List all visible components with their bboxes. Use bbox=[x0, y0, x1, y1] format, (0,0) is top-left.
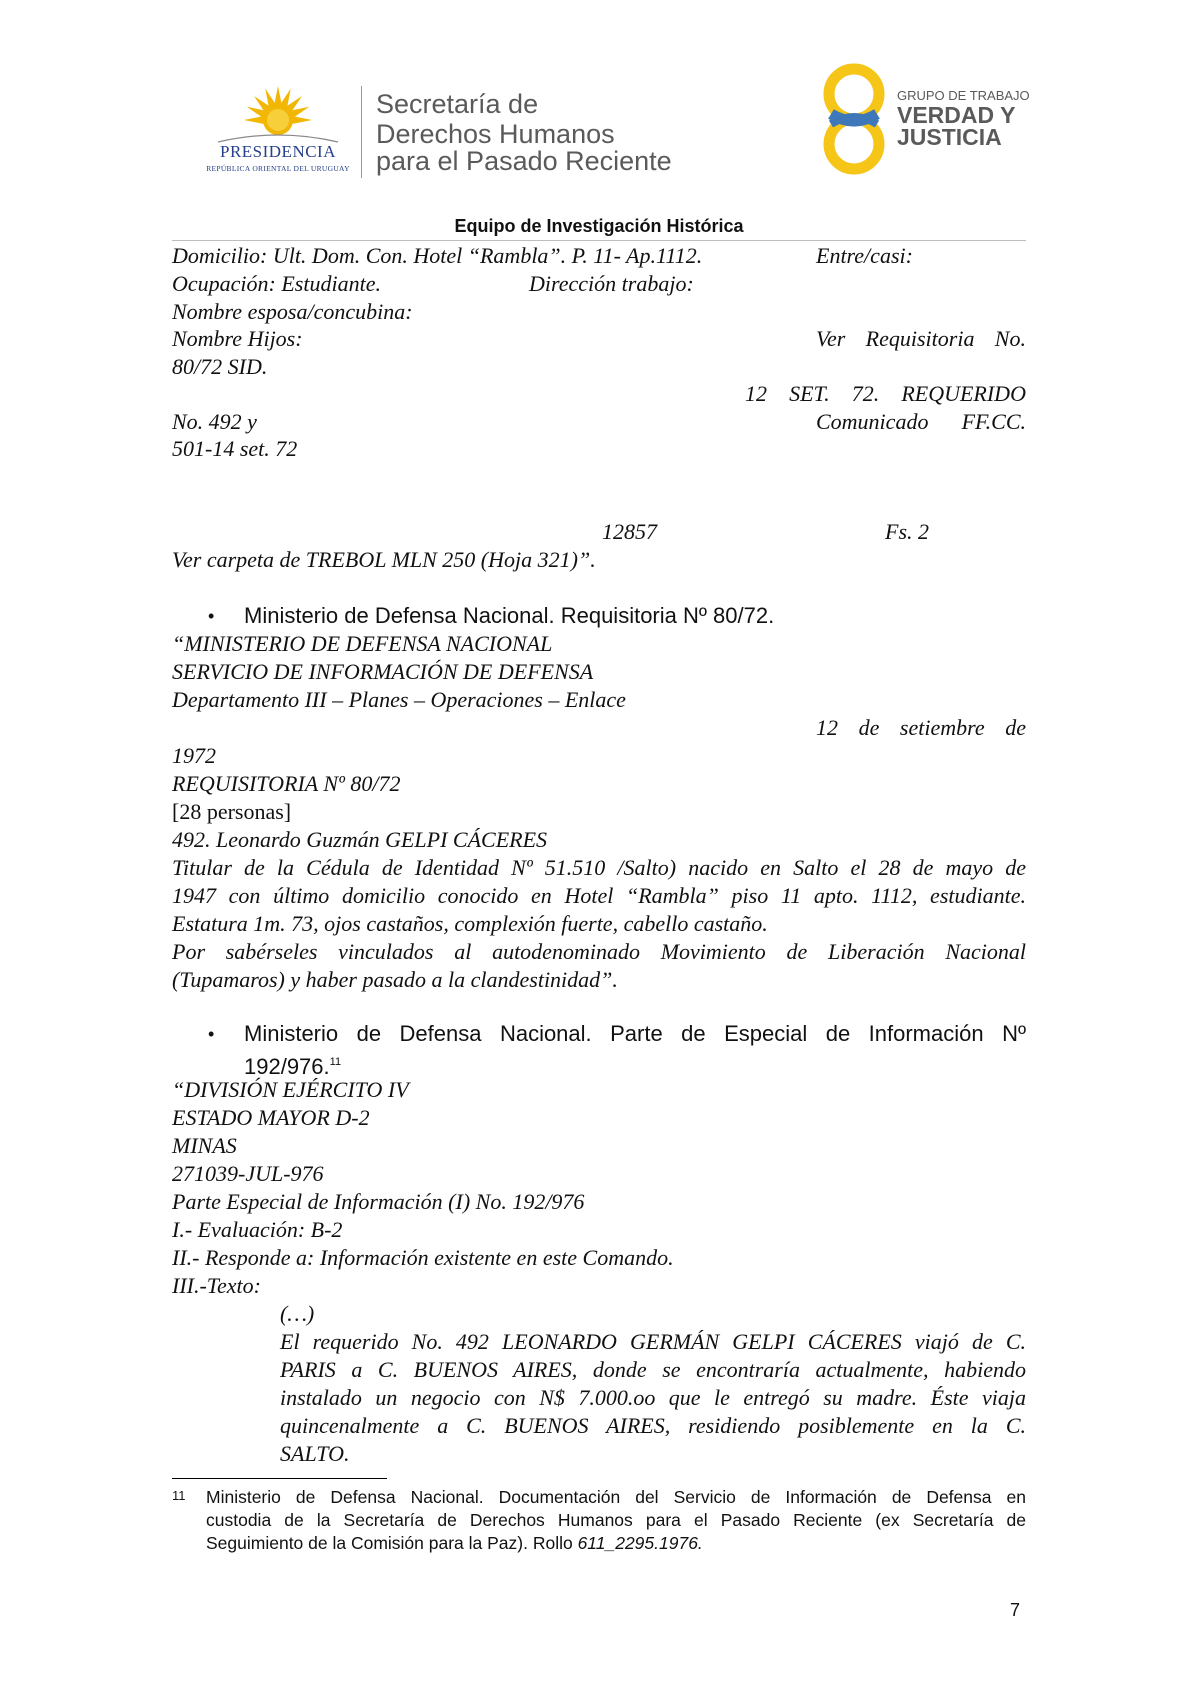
s1-date bbox=[816, 714, 1026, 742]
ver-carpeta: Ver carpeta de TREBOL MLN 250 (Hoja 321)”. bbox=[172, 547, 596, 572]
s1-line-1: “MINISTERIO DE DEFENSA NACIONAL bbox=[172, 631, 553, 656]
s1-paragraph-line-5: (Tupamaros) y haber pasado a la clandestinidad”. bbox=[172, 967, 618, 992]
s1-date-word-4: de bbox=[1005, 715, 1026, 740]
fecha-501: 501-14 set. 72 bbox=[172, 436, 298, 461]
comunicado-word-1: Comunicado bbox=[816, 409, 929, 434]
s1-nombre: 492. Leonardo Guzmán GELPI CÁCERES bbox=[172, 827, 548, 852]
s1-date-word-3: setiembre bbox=[899, 715, 985, 740]
secretaria-line-1: Secretaría de bbox=[376, 89, 539, 119]
bullet-1: • bbox=[208, 606, 215, 626]
s1-year: 1972 bbox=[172, 743, 216, 768]
footnote-ref[interactable]: 11 bbox=[329, 1056, 342, 1068]
direccion-trabajo: Dirección trabajo: bbox=[529, 271, 694, 296]
ver-requisitoria-word-2: Requisitoria bbox=[865, 326, 975, 351]
secretaria-line-3: para el Pasado Reciente bbox=[376, 146, 672, 176]
team-header: Equipo de Investigación Histórica bbox=[454, 216, 744, 236]
s2-line-1: “DIVISIÓN EJÉRCITO IV bbox=[172, 1077, 409, 1102]
ocupacion: Ocupación: Estudiante. bbox=[172, 271, 381, 296]
s2-line-3: MINAS bbox=[172, 1133, 237, 1158]
ver-requisitoria-word-1: Ver bbox=[816, 326, 846, 351]
s1-paragraph-line-2: 1947 con último domicilio conocido en Hotel “Rambla” piso 11 apto. 1112, estudiante. bbox=[172, 883, 1026, 908]
s1-date-word-1: 12 bbox=[816, 715, 838, 740]
s2-line-7: II.- Responde a: Información existente en este Comando. bbox=[172, 1245, 674, 1270]
comunicado bbox=[816, 408, 1026, 436]
presidencia-subtitle: REPÚBLICA ORIENTAL DEL URUGUAY bbox=[206, 164, 350, 173]
footnote-number: 11 bbox=[172, 1488, 186, 1503]
set-word-2: SET. bbox=[789, 381, 830, 406]
secretaria-line-2: Derechos Humanos bbox=[376, 119, 615, 149]
presidencia-name: PRESIDENCIA bbox=[219, 142, 336, 161]
numero-12857: 12857 bbox=[602, 519, 657, 544]
s1-line-3: Departamento III – Planes – Operaciones – Enlace bbox=[172, 687, 626, 712]
section2-heading-number: 192/976. bbox=[244, 1054, 330, 1079]
footnote-line-3 bbox=[206, 1532, 703, 1555]
s2-quote-line-2: PARIS a C. BUENOS AIRES, donde se encontraría actualmente, habiendo bbox=[280, 1357, 1026, 1382]
s2-quote-line-4: quincenalmente a C. BUENOS AIRES, residiendo posiblemente en la C. bbox=[280, 1413, 1026, 1438]
ver-requisitoria bbox=[816, 325, 1026, 353]
s2-quote-line-1: El requerido No. 492 LEONARDO GERMÁN GELPI CÁCERES viajó de C. bbox=[280, 1329, 1026, 1354]
s2-line-2: ESTADO MAYOR D-2 bbox=[172, 1105, 370, 1130]
page-number: 7 bbox=[1010, 1600, 1021, 1620]
s2-quote-line-3: instalado un negocio con N$ 7.000.oo que le entregó su madre. Éste viaja bbox=[280, 1385, 1026, 1410]
footnote-line-2: custodia de la Secretaría de Derechos Humanos para el Pasado Reciente (ex Secretaría de bbox=[206, 1510, 1026, 1530]
footnote-rule bbox=[172, 1478, 387, 1479]
sid: 80/72 SID. bbox=[172, 354, 268, 379]
domicilio: Domicilio: Ult. Dom. Con. Hotel “Rambla”. P. 11- Ap.1112. bbox=[172, 243, 703, 268]
s2-line-8: III.-Texto: bbox=[172, 1273, 261, 1298]
s2-line-5: Parte Especial de Información (I) No. 192/976 bbox=[172, 1189, 585, 1214]
s2-quote-ellipsis: (…) bbox=[280, 1301, 315, 1326]
set-word-4: REQUERIDO bbox=[901, 381, 1026, 406]
no-492: No. 492 y bbox=[172, 409, 257, 434]
section2-heading-line-1: Ministerio de Defensa Nacional. Parte de Especial de Información Nº bbox=[244, 1021, 1026, 1046]
grupo-line-2: VERDAD Y bbox=[897, 102, 1016, 128]
set-word-3: 72. bbox=[851, 381, 880, 406]
footnote-line-1: Ministerio de Defensa Nacional. Documentación del Servicio de Información de Defensa en bbox=[206, 1487, 1026, 1507]
s1-line-2: SERVICIO DE INFORMACIÓN DE DEFENSA bbox=[172, 659, 594, 684]
ver-requisitoria-word-3: No. bbox=[994, 326, 1026, 351]
s1-paragraph-line-1: Titular de la Cédula de Identidad Nº 51.510 /Salto) nacido en Salto el 28 de mayo de bbox=[172, 855, 1026, 880]
footnote-rollo: 611_2295.1976. bbox=[577, 1533, 703, 1553]
section1-heading: Ministerio de Defensa Nacional. Requisitoria Nº 80/72. bbox=[244, 603, 775, 628]
footnote-line-3-text: Seguimiento de la Comisión para la Paz). Rollo bbox=[206, 1533, 578, 1553]
s1-personas: [28 personas] bbox=[172, 799, 292, 824]
bullet-2: • bbox=[208, 1024, 215, 1044]
entre-casi: Entre/casi: bbox=[816, 243, 913, 268]
s1-paragraph-line-3: Estatura 1m. 73, ojos castaños, complexión fuerte, cabello castaño. bbox=[172, 911, 768, 936]
s2-quote-line-5: SALTO. bbox=[280, 1441, 350, 1466]
set-requerido bbox=[745, 380, 1026, 408]
grupo-line-1: GRUPO DE TRABAJO bbox=[897, 88, 1030, 103]
nombre-esposa: Nombre esposa/concubina: bbox=[172, 299, 413, 324]
nombre-hijos: Nombre Hijos: bbox=[172, 326, 303, 351]
s2-line-6: I.- Evaluación: B-2 bbox=[172, 1217, 343, 1242]
grupo-line-3: JUSTICIA bbox=[897, 124, 1002, 150]
s1-date-word-2: de bbox=[858, 715, 880, 740]
logo-divider bbox=[361, 86, 362, 178]
header-rule bbox=[172, 240, 1026, 241]
comunicado-word-2: FF.CC. bbox=[961, 409, 1026, 434]
fojas: Fs. 2 bbox=[885, 519, 929, 544]
s2-line-4: 271039-JUL-976 bbox=[172, 1161, 324, 1186]
s1-paragraph-line-4: Por sabérseles vinculados al autodenominado Movimiento de Liberación Nacional bbox=[172, 939, 1026, 964]
s1-requisitoria: REQUISITORIA Nº 80/72 bbox=[172, 771, 401, 796]
set-word-1: 12 bbox=[745, 381, 767, 406]
